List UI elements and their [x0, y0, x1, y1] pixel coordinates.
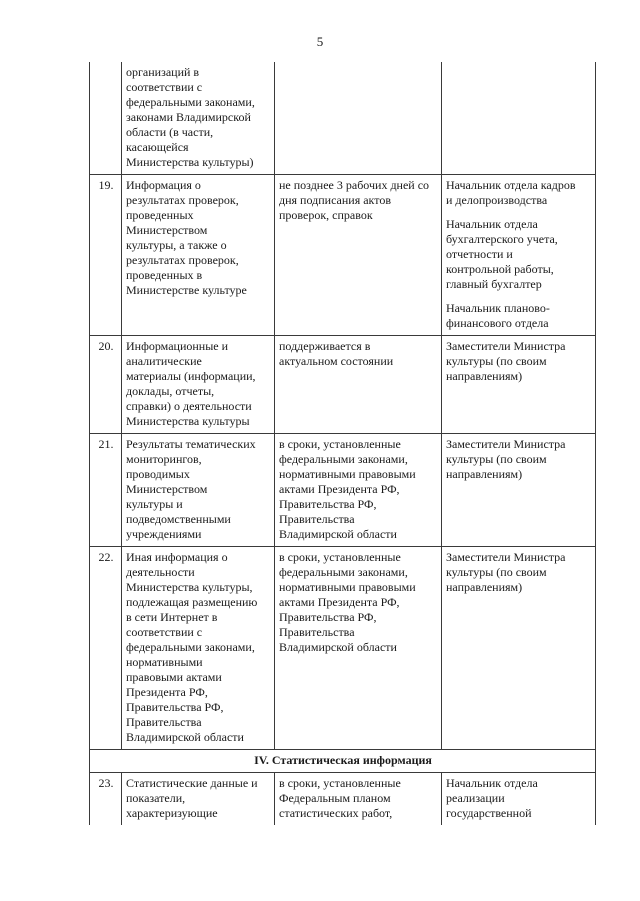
text-line: Министерством [126, 223, 208, 237]
text-line: в сроки, установленные [279, 776, 401, 790]
text-line: Статистические данные и [126, 776, 258, 790]
table-row [90, 547, 596, 750]
text-line: Министерством [126, 482, 208, 496]
text-line: соответствии с [126, 625, 203, 639]
cell-period [275, 547, 442, 750]
text-line: Правительства [126, 715, 202, 729]
text-line: проверок, справок [279, 208, 373, 222]
text-line: проводимых [126, 467, 190, 481]
cell-number: 22. [90, 547, 122, 750]
cell-number: 20. [90, 336, 122, 434]
text-line: Заместители Министра [446, 339, 566, 353]
text-line: Начальник отдела кадров [446, 178, 576, 192]
text-line: подлежащая размещению [126, 595, 258, 609]
cell-responsible [442, 62, 596, 175]
cell-information-name [122, 62, 275, 175]
text-line: Министерстве культуре [126, 283, 247, 297]
cell-period [275, 62, 442, 175]
text-line: характеризующие [126, 806, 218, 820]
cell-information-name [122, 336, 275, 434]
text-line: и делопроизводства [446, 193, 548, 207]
document-table [89, 62, 596, 825]
responsible-paragraph [446, 550, 592, 595]
text-line: финансового отдела [446, 316, 549, 330]
text-line: деятельности [126, 565, 195, 579]
text-line: Владимирской области [279, 527, 397, 541]
text-line: поддерживается в [279, 339, 371, 353]
text-line: контрольной работы, [446, 262, 554, 276]
text-line: Министерства культуры, [126, 580, 253, 594]
text-line: федеральными законами, [279, 452, 408, 466]
cell-information-name [122, 773, 275, 826]
text-line: Иная информация о [126, 550, 228, 564]
cell-number: 21. [90, 434, 122, 547]
text-line: аналитические [126, 354, 202, 368]
text-line: Правительства РФ, [126, 700, 224, 714]
responsible-paragraph [446, 339, 592, 384]
text-line: результатах проверок, [126, 253, 239, 267]
text-line: в сети Интернет в [126, 610, 218, 624]
text-line: не позднее 3 рабочих дней со [279, 178, 430, 192]
text-line: проведенных в [126, 268, 203, 282]
text-line: Заместители Министра [446, 437, 566, 451]
text-line: Начальник отдела [446, 776, 538, 790]
text-line: Правительства [279, 512, 355, 526]
text-line: подведомственными [126, 512, 231, 526]
responsible-paragraph [446, 301, 592, 331]
text-line: культуры, а также о [126, 238, 227, 252]
text-line: актуальном состоянии [279, 354, 394, 368]
text-line: федеральными законами, [126, 95, 255, 109]
text-line: отчетности и [446, 247, 513, 261]
text-line: бухгалтерского учета, [446, 232, 558, 246]
text-line: реализации [446, 791, 505, 805]
text-line: результатах проверок, [126, 193, 239, 207]
text-line: Министерства культуры) [126, 155, 254, 169]
text-line: соответствии с [126, 80, 203, 94]
text-line: учреждениями [126, 527, 202, 541]
text-line: нормативными правовыми [279, 467, 416, 481]
text-line: проведенных [126, 208, 194, 222]
text-line: нормативными [126, 655, 203, 669]
cell-responsible [442, 773, 596, 826]
text-line: культуры (по своим [446, 452, 547, 466]
text-line: Владимирской области [279, 640, 397, 654]
text-line: Министерства культуры [126, 414, 250, 428]
page-number: 5 [316, 34, 324, 49]
text-line: Информация о [126, 178, 201, 192]
text-line: показатели, [126, 791, 186, 805]
text-line: актами Президента РФ, [279, 482, 400, 496]
cell-information-name [122, 175, 275, 336]
text-line: Президента РФ, [126, 685, 208, 699]
text-line: культуры и [126, 497, 183, 511]
responsible-paragraph [446, 437, 592, 482]
cell-period [275, 434, 442, 547]
text-line: Правительства РФ, [279, 610, 377, 624]
text-line: мониторингов, [126, 452, 202, 466]
cell-information-name [122, 547, 275, 750]
text-line: нормативными правовыми [279, 580, 416, 594]
table-row [90, 336, 596, 434]
cell-responsible [442, 336, 596, 434]
text-line: в сроки, установленные [279, 550, 401, 564]
cell-responsible [442, 547, 596, 750]
text-line: доклады, отчеты, [126, 384, 215, 398]
text-line: Владимирской области [126, 730, 244, 744]
table-row [90, 773, 596, 826]
text-line: Правительства [279, 625, 355, 639]
cell-responsible [442, 175, 596, 336]
text-line: Заместители Министра [446, 550, 566, 564]
text-line: культуры (по своим [446, 565, 547, 579]
section-header: IV. Статистическая информация [90, 750, 596, 773]
text-line: Информационные и [126, 339, 229, 353]
text-line: области (в части, [126, 125, 214, 139]
text-line: в сроки, установленные [279, 437, 401, 451]
text-line: материалы (информации, [126, 369, 256, 383]
text-line: правовыми актами [126, 670, 222, 684]
table-row [90, 434, 596, 547]
text-line: Результаты тематических [126, 437, 256, 451]
table-row-continuation [90, 62, 596, 175]
text-line: направлениям) [446, 467, 523, 481]
cell-period [275, 336, 442, 434]
cell-period [275, 773, 442, 826]
text-line: справки) о деятельности [126, 399, 252, 413]
cell-number [90, 62, 122, 175]
cell-information-name [122, 434, 275, 547]
text-line: организаций в [126, 65, 200, 79]
text-line: Правительства РФ, [279, 497, 377, 511]
responsible-paragraph [446, 217, 592, 292]
cell-number: 23. [90, 773, 122, 826]
text-line: Начальник отдела [446, 217, 538, 231]
text-line: актами Президента РФ, [279, 595, 400, 609]
table-row [90, 175, 596, 336]
text-line: направлениям) [446, 580, 523, 594]
text-line: государственной [446, 806, 532, 820]
text-line: главный бухгалтер [446, 277, 542, 291]
text-line: федеральными законами, [126, 640, 255, 654]
text-line: направлениям) [446, 369, 523, 383]
text-line: Федеральным планом [279, 791, 391, 805]
text-line: касающейся [126, 140, 189, 154]
responsible-paragraph [446, 178, 592, 208]
cell-responsible [442, 434, 596, 547]
text-line: Начальник планово- [446, 301, 550, 315]
cell-period [275, 175, 442, 336]
text-line: культуры (по своим [446, 354, 547, 368]
cell-number: 19. [90, 175, 122, 336]
text-line: статистических работ, [279, 806, 393, 820]
text-line: федеральными законами, [279, 565, 408, 579]
text-line: законами Владимирской [126, 110, 251, 124]
section-row [90, 750, 596, 773]
text-line: дня подписания актов [279, 193, 391, 207]
